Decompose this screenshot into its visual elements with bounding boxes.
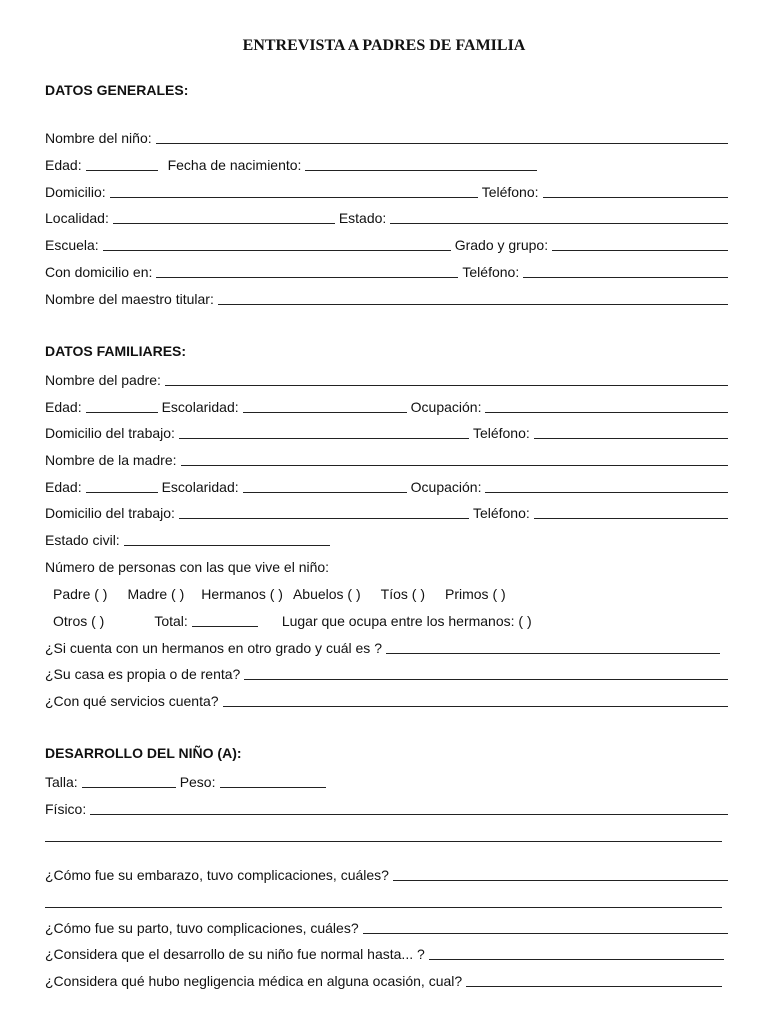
field-nombre-nino[interactable] — [156, 130, 728, 144]
field-telefono-madre[interactable] — [534, 505, 728, 519]
row-estado-civil — [45, 530, 728, 548]
label-servicios: ¿Con qué servicios cuenta? — [45, 693, 219, 709]
field-talla[interactable] — [82, 774, 176, 788]
label-domicilio: Domicilio: — [45, 184, 106, 200]
label-maestro: Nombre del maestro titular: — [45, 291, 214, 307]
row-fisico-cont — [45, 826, 728, 844]
field-fisico[interactable] — [90, 801, 728, 815]
field-estado[interactable] — [390, 210, 728, 224]
label-ocupacion-madre: Ocupación: — [410, 479, 482, 495]
row-personas-checks — [53, 584, 728, 602]
field-embarazo-continuation[interactable] — [45, 894, 722, 908]
field-escuela[interactable] — [103, 237, 451, 251]
label-negligencia: ¿Considera qué hubo negligencia médica en alguna ocasión, cual? — [45, 973, 463, 989]
label-fecha-nacimiento: Fecha de nacimiento: — [167, 157, 302, 173]
label-grado-grupo: Grado y grupo: — [454, 237, 549, 253]
label-fisico: Físico: — [45, 801, 87, 817]
row-embarazo-cont — [45, 892, 728, 910]
row-madre-edad — [45, 477, 728, 495]
row-talla-peso — [45, 772, 728, 790]
label-nombre-madre: Nombre de la madre: — [45, 452, 177, 468]
label-domicilio-trabajo-padre: Domicilio del trabajo: — [45, 425, 175, 441]
check-padre[interactable]: Padre ( ) — [53, 586, 108, 602]
label-embarazo: ¿Cómo fue su embarazo, tuvo complicaciones, cuáles? — [45, 867, 389, 883]
row-edad-fecha — [45, 155, 728, 173]
check-madre[interactable]: Madre ( ) — [127, 586, 185, 602]
document-title: ENTREVISTA A PADRES DE FAMILIA — [242, 37, 526, 54]
label-estado: Estado: — [338, 210, 387, 226]
label-total: Total: — [154, 613, 188, 629]
label-nombre-nino: Nombre del niño: — [45, 130, 152, 146]
label-telefono: Teléfono: — [481, 184, 539, 200]
field-escolaridad-madre[interactable] — [243, 479, 407, 493]
field-edad-padre[interactable] — [86, 399, 158, 413]
row-maestro — [45, 289, 728, 307]
field-embarazo[interactable] — [393, 867, 728, 881]
row-nombre-madre — [45, 450, 728, 468]
label-numero-personas: Número de personas con las que vive el niño: — [45, 559, 330, 575]
label-localidad: Localidad: — [45, 210, 109, 226]
row-madre-trabajo — [45, 503, 728, 521]
field-fisico-continuation[interactable] — [45, 828, 722, 842]
field-domicilio-trabajo-padre[interactable] — [179, 425, 469, 439]
field-parto[interactable] — [363, 920, 728, 934]
label-hermano-otro-grado: ¿Si cuenta con un hermanos en otro grado y cuál es ? — [45, 640, 382, 656]
row-numero-personas — [45, 557, 728, 575]
field-grado-grupo[interactable] — [552, 237, 728, 251]
check-lugar-hermanos[interactable]: Lugar que ocupa entre los hermanos: ( ) — [281, 613, 532, 629]
field-escolaridad-padre[interactable] — [243, 399, 407, 413]
row-otros-total — [53, 611, 728, 629]
field-estado-civil[interactable] — [124, 532, 330, 546]
row-hermano-otro-grado — [45, 638, 728, 656]
check-tios[interactable]: Tíos ( ) — [380, 586, 425, 602]
field-desarrollo-normal[interactable] — [429, 946, 724, 960]
field-casa-propia[interactable] — [244, 666, 728, 680]
check-primos[interactable]: Primos ( ) — [445, 586, 506, 602]
row-escuela — [45, 235, 728, 253]
label-con-domicilio: Con domicilio en: — [45, 264, 153, 280]
row-con-domicilio — [45, 262, 728, 280]
label-desarrollo-normal: ¿Considera que el desarrollo de su niño fue normal hasta... ? — [45, 946, 425, 962]
row-padre-trabajo — [45, 423, 728, 441]
row-fisico — [45, 799, 728, 817]
label-escolaridad-madre: Escolaridad: — [161, 479, 239, 495]
field-nombre-madre[interactable] — [181, 452, 728, 466]
field-localidad[interactable] — [113, 210, 335, 224]
field-total[interactable] — [192, 613, 258, 627]
row-domicilio — [45, 182, 728, 200]
label-edad-madre: Edad: — [45, 479, 82, 495]
label-parto: ¿Cómo fue su parto, tuvo complicaciones, cuáles? — [45, 920, 359, 936]
row-embarazo — [45, 865, 728, 883]
field-ocupacion-madre[interactable] — [485, 479, 728, 493]
label-escolaridad-padre: Escolaridad: — [161, 399, 239, 415]
field-servicios[interactable] — [223, 693, 728, 707]
field-edad[interactable] — [86, 157, 158, 171]
field-edad-madre[interactable] — [86, 479, 158, 493]
label-nombre-padre: Nombre del padre: — [45, 372, 161, 388]
label-casa-propia: ¿Su casa es propia o de renta? — [45, 666, 241, 682]
row-localidad — [45, 208, 728, 226]
label-telefono-madre: Teléfono: — [472, 505, 530, 521]
section-datos-familiares: DATOS FAMILIARES: — [45, 343, 187, 359]
label-escuela: Escuela: — [45, 237, 99, 253]
check-hermanos[interactable]: Hermanos ( ) — [201, 586, 283, 602]
label-domicilio-trabajo-madre: Domicilio del trabajo: — [45, 505, 175, 521]
field-ocupacion-padre[interactable] — [485, 399, 728, 413]
field-fecha-nacimiento[interactable] — [305, 157, 537, 171]
label-edad-padre: Edad: — [45, 399, 82, 415]
field-con-domicilio[interactable] — [156, 264, 458, 278]
label-telefono-padre: Teléfono: — [472, 425, 530, 441]
label-telefono-2: Teléfono: — [462, 264, 520, 280]
row-nombre-padre — [45, 370, 728, 388]
field-domicilio-trabajo-madre[interactable] — [179, 505, 469, 519]
label-peso: Peso: — [179, 774, 216, 790]
row-parto — [45, 918, 728, 936]
row-negligencia — [45, 971, 728, 989]
label-estado-civil: Estado civil: — [45, 532, 120, 548]
field-maestro[interactable] — [218, 291, 728, 305]
field-telefono-2[interactable] — [523, 264, 728, 278]
field-peso[interactable] — [220, 774, 326, 788]
field-telefono[interactable] — [543, 184, 728, 198]
label-talla: Talla: — [45, 774, 78, 790]
label-ocupacion-padre: Ocupación: — [410, 399, 482, 415]
field-telefono-padre[interactable] — [534, 425, 728, 439]
row-nombre-nino — [45, 128, 728, 146]
row-servicios — [45, 691, 728, 709]
row-padre-edad — [45, 397, 728, 415]
field-nombre-padre[interactable] — [165, 372, 728, 386]
check-otros[interactable]: Otros ( ) — [53, 613, 105, 629]
section-desarrollo-nino: DESARROLLO DEL NIÑO (A): — [45, 745, 242, 761]
field-domicilio[interactable] — [110, 184, 478, 198]
field-negligencia[interactable] — [466, 973, 722, 987]
row-casa-propia — [45, 664, 728, 682]
row-desarrollo-normal — [45, 944, 728, 962]
label-edad: Edad: — [45, 157, 82, 173]
check-abuelos[interactable]: Abuelos ( ) — [292, 586, 361, 602]
section-datos-generales: DATOS GENERALES: — [45, 82, 189, 98]
field-hermano-otro-grado[interactable] — [386, 640, 720, 654]
